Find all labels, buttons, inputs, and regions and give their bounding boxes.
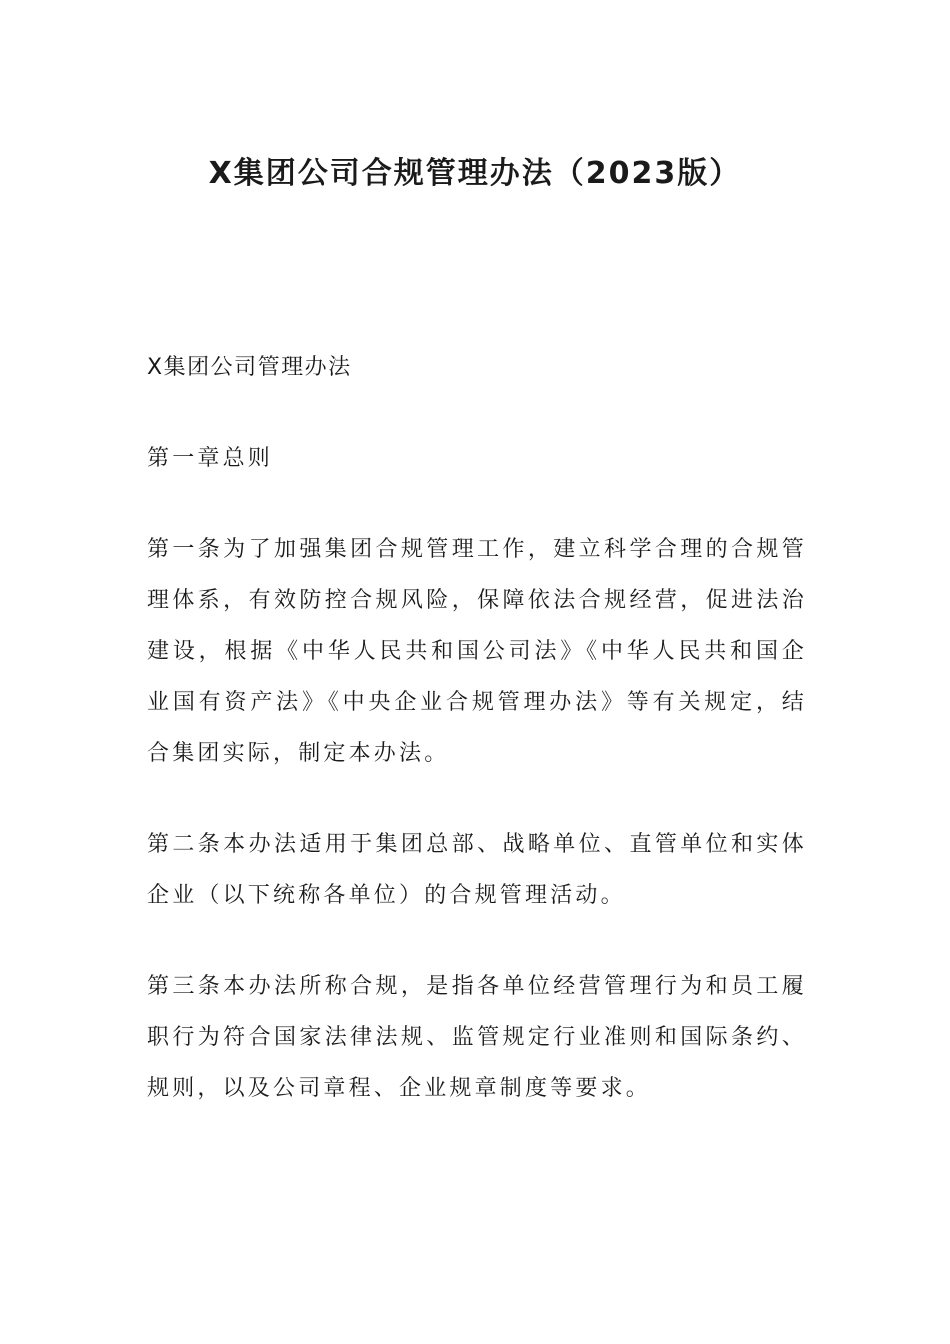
article-1-paragraph: 第一条为了加强集团合规管理工作，建立科学合理的合规管理体系，有效防控合规风险，保障依法合规经营，促进法治建设，根据《中华人民共和国公司法》《中华人民共和国企业国有资产法》《中央企业合规管理办法》等有关规定，结合集团实际，制定本办法。 xyxy=(147,537,807,766)
article-3-paragraph: 第三条本办法所称合规，是指各单位经营管理行为和员工履职行为符合国家法律法规、监管规定行业准则和国际条约、规则，以及公司章程、企业规章制度等要求。 xyxy=(147,974,807,1101)
document-subtitle: X集团公司管理办法 xyxy=(147,355,352,380)
document-title: X集团公司合规管理办法（2023版） xyxy=(208,156,742,191)
article-2-paragraph: 第二条本办法适用于集团总部、战略单位、直管单位和实体企业（以下统称各单位）的合规管理活动。 xyxy=(147,832,807,908)
chapter-heading: 第一章总则 xyxy=(147,446,274,471)
document-body xyxy=(147,342,807,1114)
